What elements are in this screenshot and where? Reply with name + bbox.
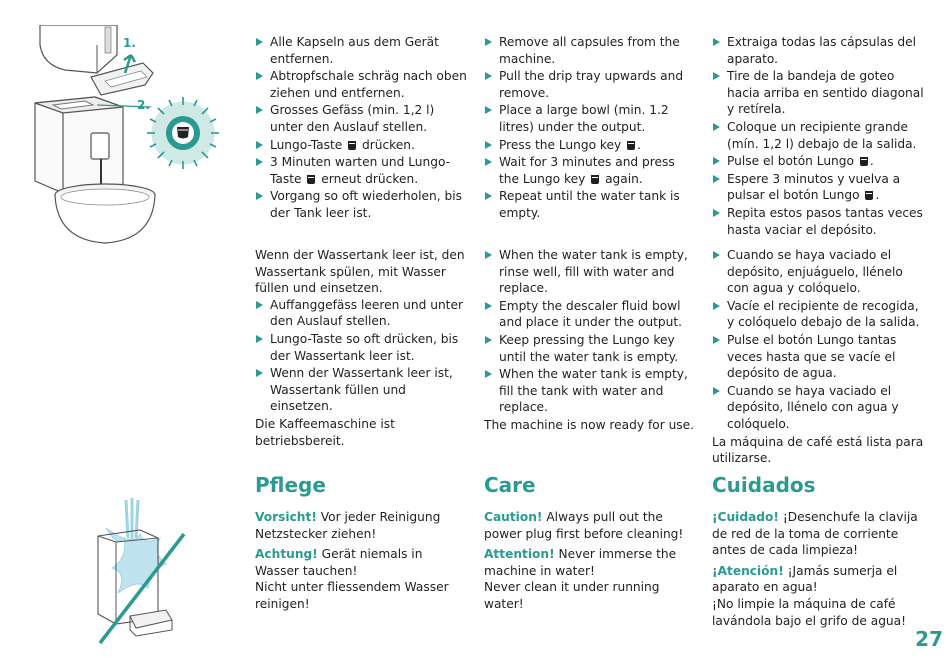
- list-item: Empty the descaler fluid bowl and place it under the output.: [484, 298, 696, 331]
- english-column-part2: [484, 247, 696, 434]
- german-intro: Wenn der Wassertank leer ist, den Wassertank spülen, mit Wasser füllen und einsetzen.: [255, 248, 465, 296]
- list-item: Tire de la bandeja de goteo hacia arriba en sentido diagonal y retírela.: [712, 68, 924, 118]
- step-2-label: 2.: [137, 98, 150, 112]
- german-column: [255, 34, 467, 223]
- german-steps-2: [255, 297, 467, 415]
- list-item: Cuando se haya vaciado el depósito, llénelo con agua y colóquelo.: [712, 383, 924, 433]
- warning: Attention! Never immerse the machine in water! Never clean it under running water!: [484, 547, 677, 611]
- german-care-title: Pflege: [255, 473, 326, 497]
- list-item: Repita estos pasos tantas veces hasta vaciar el depósito.: [712, 205, 924, 238]
- list-item: Alle Kapseln aus dem Gerät entfernen.: [255, 34, 467, 67]
- warning: ¡Cuidado! ¡Desenchufe la clavija de red de la toma de corriente antes de cada limpieza!: [712, 510, 918, 558]
- list-item: Vacíe el recipiente de recogida, y colóquelo debajo de la salida.: [712, 298, 924, 331]
- lungo-key-icon: [860, 157, 868, 166]
- page-number: 27: [915, 627, 943, 651]
- no-running-water-illustration: [88, 498, 188, 648]
- list-item: Vorgang so oft wiederholen, bis der Tank leer ist.: [255, 188, 467, 221]
- list-item: Espere 3 minutos y vuelva a pulsar el botón Lungo .: [712, 171, 924, 204]
- lungo-key-icon: [865, 191, 873, 200]
- lungo-key-icon: [348, 141, 356, 150]
- list-item: Lungo-Taste so oft drücken, bis der Wassertank leer ist.: [255, 331, 467, 364]
- list-item: Coloque un recipiente grande (mín. 1,2 l) debajo de la salida.: [712, 119, 924, 152]
- english-steps-1: [484, 34, 696, 222]
- step-1-label: 1.: [123, 36, 136, 50]
- list-item: Remove all capsules from the machine.: [484, 34, 696, 67]
- water-splash-icon: [106, 498, 166, 593]
- list-item: When the water tank is empty, fill the tank with water and replace.: [484, 366, 696, 416]
- list-item: Keep pressing the Lungo key until the water tank is empty.: [484, 332, 696, 365]
- spanish-care-title: Cuidados: [712, 473, 816, 497]
- descaling-illustration: [25, 25, 225, 250]
- english-care-title: Care: [484, 473, 536, 497]
- german-column-part2: [255, 247, 467, 449]
- german-ready: Die Kaffeemaschine ist betriebsbereit.: [255, 416, 395, 448]
- list-item: Repeat until the water tank is empty.: [484, 188, 696, 221]
- list-item: Place a large bowl (min. 1.2 litres) under the output.: [484, 102, 696, 135]
- list-item: Abtropfschale schräg nach oben ziehen und entfernen.: [255, 68, 467, 101]
- list-item: Pulse el botón Lungo .: [712, 153, 924, 170]
- german-steps-1: [255, 34, 467, 222]
- warning: Vorsicht! Vor jeder Reinigung Netzstecker ziehen!: [255, 510, 441, 541]
- spanish-steps-1: [712, 34, 924, 238]
- list-item: Lungo-Taste drücken.: [255, 137, 467, 154]
- list-item: Extraiga todas las cápsulas del aparato.: [712, 34, 924, 67]
- spanish-warnings: [712, 509, 924, 633]
- list-item: Auffanggefäss leeren und unter den Auslauf stellen.: [255, 297, 467, 330]
- list-item: Cuando se haya vaciado el depósito, enjuáguelo, llénelo con agua y colóquelo.: [712, 247, 924, 297]
- spanish-steps-2: [712, 247, 924, 433]
- english-steps-2: [484, 247, 696, 416]
- warning: Achtung! Gerät niemals in Wasser tauchen! Nicht unter fliessendem Wasser reinigen!: [255, 547, 449, 611]
- spanish-column-part2: [712, 247, 924, 467]
- list-item: Press the Lungo key .: [484, 137, 696, 154]
- warning: ¡Atención! ¡Jamás sumerja el aparato en agua! ¡No limpie la máquina de café lavándola bajo el grifo de agua!: [712, 563, 907, 628]
- list-item: 3 Minuten warten und Lungo-Taste erneut drücken.: [255, 154, 467, 187]
- english-ready: The machine is now ready for use.: [484, 417, 695, 432]
- list-item: Pulse el botón Lungo tantas veces hasta que se vacíe el depósito de agua.: [712, 332, 924, 382]
- lungo-key-icon: [591, 175, 599, 184]
- bowl-icon: [55, 184, 155, 243]
- list-item: Wenn der Wassertank leer ist, Wassertank füllen und einsetzen.: [255, 365, 467, 415]
- english-warnings: [484, 509, 696, 617]
- lungo-key-icon: [307, 175, 315, 184]
- list-item: Grosses Gefäss (min. 1,2 l) unter den Auslauf stellen.: [255, 102, 467, 135]
- warning: Caution! Always pull out the power plug first before cleaning!: [484, 510, 684, 541]
- list-item: Wait for 3 minutes and press the Lungo key again.: [484, 154, 696, 187]
- list-item: When the water tank is empty, rinse well, fill with water and replace.: [484, 247, 696, 297]
- english-column: [484, 34, 696, 223]
- german-warnings: [255, 509, 467, 617]
- lungo-key-icon: [627, 141, 635, 150]
- lungo-button-zoom-icon: [147, 97, 219, 169]
- spanish-ready: La máquina de café está lista para utilizarse.: [712, 434, 924, 466]
- list-item: Pull the drip tray upwards and remove.: [484, 68, 696, 101]
- spanish-column: [712, 34, 924, 239]
